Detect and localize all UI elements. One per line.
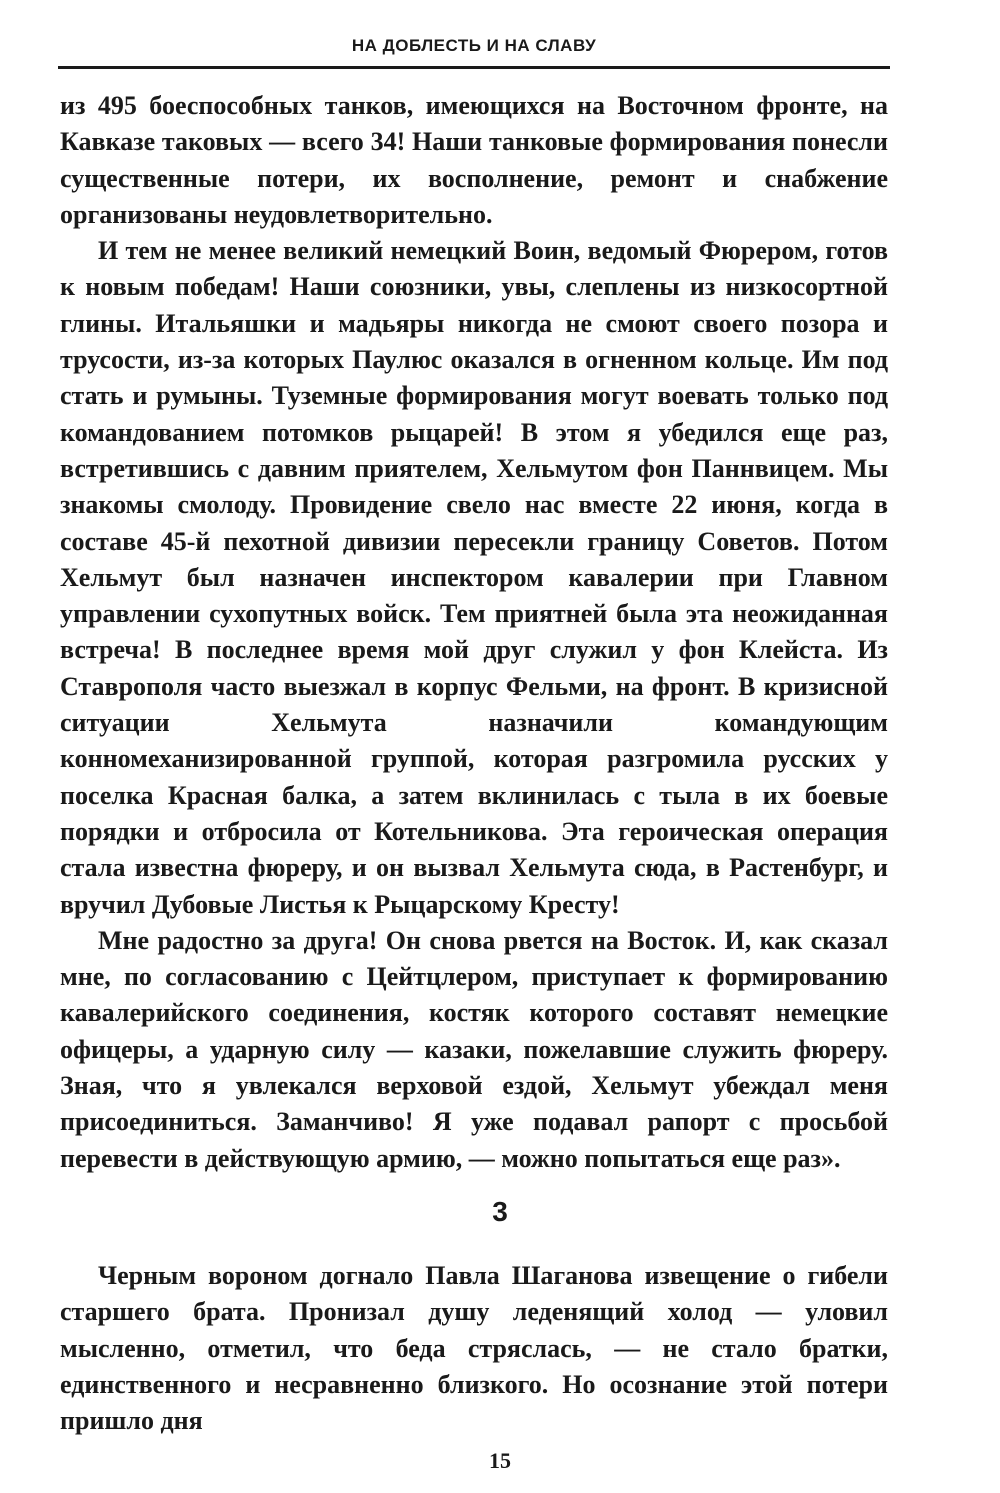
paragraph: Черным вороном догнало Павла Шаганова извещение о гибели старшего брата. Пронизал душу леденящий холод — уловил мысленно, отметил, что беда стряслась, — не стало братки, единственного и несравненно близкого. Но осознание этой потери пришло дня: [60, 1261, 888, 1436]
header-rule: [58, 66, 890, 69]
section-text: [60, 1258, 888, 1439]
main-text: [60, 88, 888, 1177]
paragraph: И тем не менее великий немецкий Воин, ведомый Фюрером, готов к новым победам! Наши союзники, увы, слеплены из низкосортной глины. Итальяшки и мадьяры никогда не смоют своего позора и трусости, из-за которых Паулюс оказался в огненном кольце. Им под стать и румыны. Туземные формирования могут воевать только под командованием потомков рыцарей! В этом я убедился еще раз, встретившись с давним приятелем, Хельмутом фон Паннвицем. Мы знакомы смолоду. Провидение свело нас вместе 22 июня, когда в составе 45-й пехотной дивизии пересекли границу Советов. Потом Хельмут был назначен инспектором кавалерии при Главном управлении сухопутных войск. Тем приятней была эта неожиданная встреча! В последнее время мой друг служил у фон Клейста. Из Ставрополя часто выезжал в корпус Фельми, на фронт. В кризисной ситуации Хельмута назначили командующим конномеханизированной группой, которая разгромила русских у поселка Красная балка, а затем вклинилась с тыла в их боевые порядки и отбросила от Котельникова. Эта героическая операция стала известна фюреру, и он вызвал Хельмута сюда, в Растенбург, и вручил Дубовые Листья к Рыцарскому Кресту!: [60, 236, 888, 919]
paragraph: Мне радостно за друга! Он снова рвется на Восток. И, как сказал мне, по согласованию с Цейтцлером, приступает к формированию кавалерийского соединения, костяк которого составят немецкие офицеры, а ударную силу — казаки, пожелавшие служить фюреру. Зная, что я увлекался верховой ездой, Хельмут убеждал меня присоединиться. Заманчиво! Я уже подавал рапорт с просьбой перевести в действующую армию, — можно попытаться еще раз».: [60, 925, 888, 1173]
page-number: 15: [489, 1448, 511, 1473]
section-number: 3: [492, 1196, 508, 1227]
running-header-title: НА ДОБЛЕСТЬ И НА СЛАВУ: [351, 36, 597, 55]
paragraph-continuation: из 495 боеспособных танков, имеющихся на Восточном фронте, на Кавказе таковых — всего 34! Наши танковые формирования понесли существенные потери, их восполнение, ремонт и снабжение организованы неудовлетворительно.: [60, 91, 888, 229]
